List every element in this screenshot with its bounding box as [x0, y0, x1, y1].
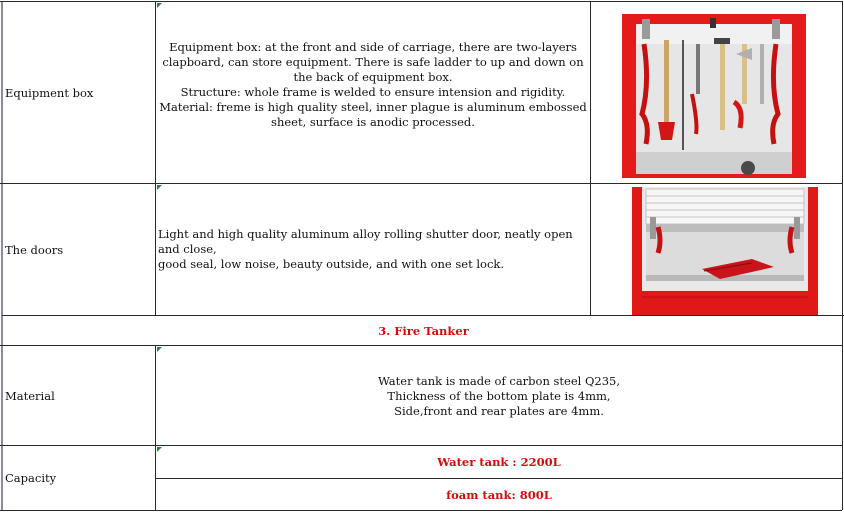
- water-tank-capacity: Water tank : 2200L: [437, 455, 561, 469]
- foam-tank-capacity: foam tank: 800L: [446, 487, 552, 502]
- desc-line: Thickness of the bottom plate is 4mm,: [387, 388, 611, 403]
- doors-description: [158, 184, 590, 316]
- equipment-box-photo: [622, 14, 806, 178]
- section-title: 3. Fire Tanker: [378, 324, 469, 338]
- desc-line: Material: freme is high quality steel, inner plague is aluminum embossed: [159, 100, 587, 114]
- row-section-header: [1, 315, 844, 346]
- label-capacity: Capacity: [5, 471, 57, 485]
- capacity-water-cell: [156, 446, 842, 478]
- capacity-foam-cell: [156, 479, 842, 510]
- desc-line: good seal, low noise, beauty outside, and with one set lock.: [158, 256, 505, 271]
- desc-line: Structure: whole frame is welded to ensure intension and rigidity.: [180, 85, 566, 99]
- row-equipment-box: [0, 1, 842, 184]
- row-label: [1, 346, 157, 446]
- row-capacity: [0, 445, 842, 511]
- desc-line: the back of equipment box.: [293, 70, 453, 84]
- desc-line: Light and high quality aluminum alloy rolling shutter door, neatly open and close,: [158, 226, 573, 256]
- equipment-box-description: [156, 2, 590, 184]
- desc-line: Side,front and rear plates are 4mm.: [394, 403, 604, 418]
- material-description: [156, 346, 842, 446]
- desc-line: sheet, surface is anodic processed.: [271, 115, 475, 129]
- row-doors: [0, 183, 842, 316]
- label-doors: The doors: [5, 243, 64, 257]
- row-label: [1, 446, 157, 510]
- row-material: [0, 345, 842, 446]
- label-material: Material: [5, 389, 55, 403]
- shutter-door-photo: [632, 187, 818, 315]
- desc-line: Water tank is made of carbon steel Q235,: [377, 373, 621, 388]
- desc-line: clapboard, can store equipment. There is safe ladder to up and down on: [162, 55, 584, 69]
- label-equipment-box: Equipment box: [5, 86, 94, 100]
- row-label: [1, 184, 157, 316]
- row-label: [1, 2, 157, 184]
- desc-line: Equipment box: at the front and side of carriage, there are two-layers: [169, 40, 577, 54]
